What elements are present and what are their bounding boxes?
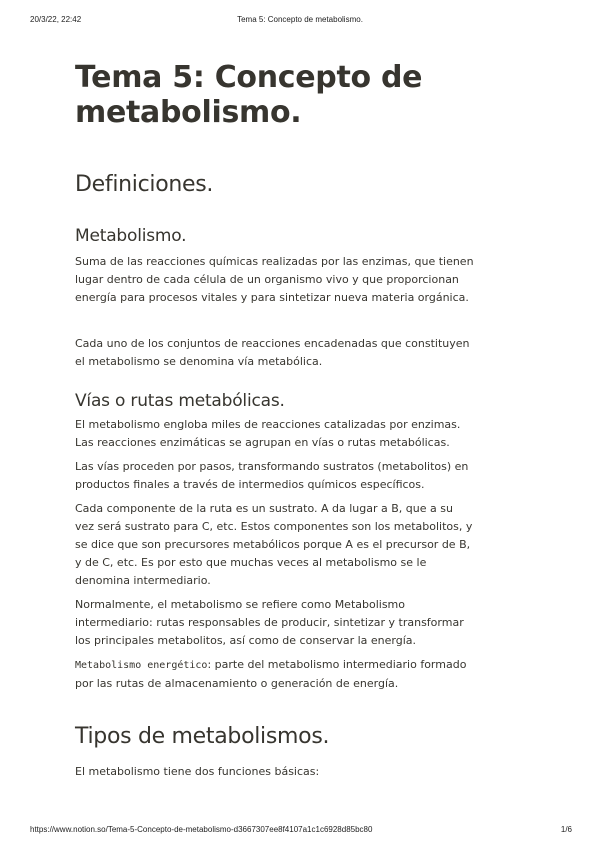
section-heading-definiciones: Definiciones. bbox=[75, 172, 214, 197]
paragraph-via-metabolica bbox=[75, 335, 475, 371]
paragraph-text-rest: : rutas responsables de producir, sintetizar y transformar los principales metabolitos, así como de conservar la energía. bbox=[75, 616, 464, 647]
term-metabolismo-energetico: Metabolismo energético bbox=[75, 660, 208, 671]
paragraph-engloba: El metabolismo engloba miles de reacciones catalizadas por enzimas. Las reacciones enzimáticas se agrupan en vías o rutas metabólicas. bbox=[75, 418, 461, 449]
paragraph-pasos: Las vías proceden por pasos, transformando sustratos (metabolitos) en productos finales a través de intermedios químicos específicos. bbox=[75, 460, 469, 491]
subheading-vias: Vías o rutas metabólicas. bbox=[75, 391, 285, 411]
paragraph-intermediario bbox=[75, 596, 475, 650]
paragraph-text-rest: : parte del metabolismo intermediario formado por las rutas de almacenamiento o generación de energía. bbox=[75, 658, 467, 690]
paragraph-energetico bbox=[75, 656, 475, 693]
paragraph-funciones: El metabolismo tiene dos funciones básicas: bbox=[75, 765, 320, 778]
print-date: 20/3/22, 22:42 bbox=[30, 15, 82, 24]
paragraph-text: Cada uno de los conjuntos de reacciones encadenadas que constituyen el metabolismo se denomina bbox=[75, 337, 470, 368]
document-body bbox=[75, 60, 475, 781]
term-via-metabolica: vía metabólica bbox=[237, 355, 319, 368]
paragraph-text: Normalmente, el metabolismo se refiere como bbox=[75, 598, 335, 611]
section-heading-tipos: Tipos de metabolismos. bbox=[75, 724, 330, 749]
paragraph-componente: Cada componente de la ruta es un sustrato. A da lugar a B, que a su vez será sustrato para C, etc. Estos componentes son los metabolitos, y se dice que son precursores metabólicos porque A es el precursor de B, y de C, etc. Es por esto que muchas veces al metabolismo se le denomina intermediario. bbox=[75, 502, 473, 587]
paragraph-text-end: . bbox=[318, 355, 323, 368]
page-title: Tema 5: Concepto de metabolismo. bbox=[75, 60, 423, 130]
term-metabolismo-intermediario: Metabolismo intermediario bbox=[75, 598, 406, 629]
print-url: https://www.notion.so/Tema-5-Concepto-de-metabolismo-d3667307ee8f4107a1c1c6928d85bc80 bbox=[30, 825, 373, 834]
paragraph-definicion: Suma de las reacciones químicas realizadas por las enzimas, que tienen lugar dentro de cada célula de un organismo vivo y que proporcionan energía para procesos vitales y para sintetizar nueva materia orgánica. bbox=[75, 255, 474, 304]
subheading-metabolismo: Metabolismo. bbox=[75, 226, 187, 246]
print-title: Tema 5: Concepto de metabolismo. bbox=[237, 15, 363, 24]
page-number: 1/6 bbox=[560, 825, 572, 834]
